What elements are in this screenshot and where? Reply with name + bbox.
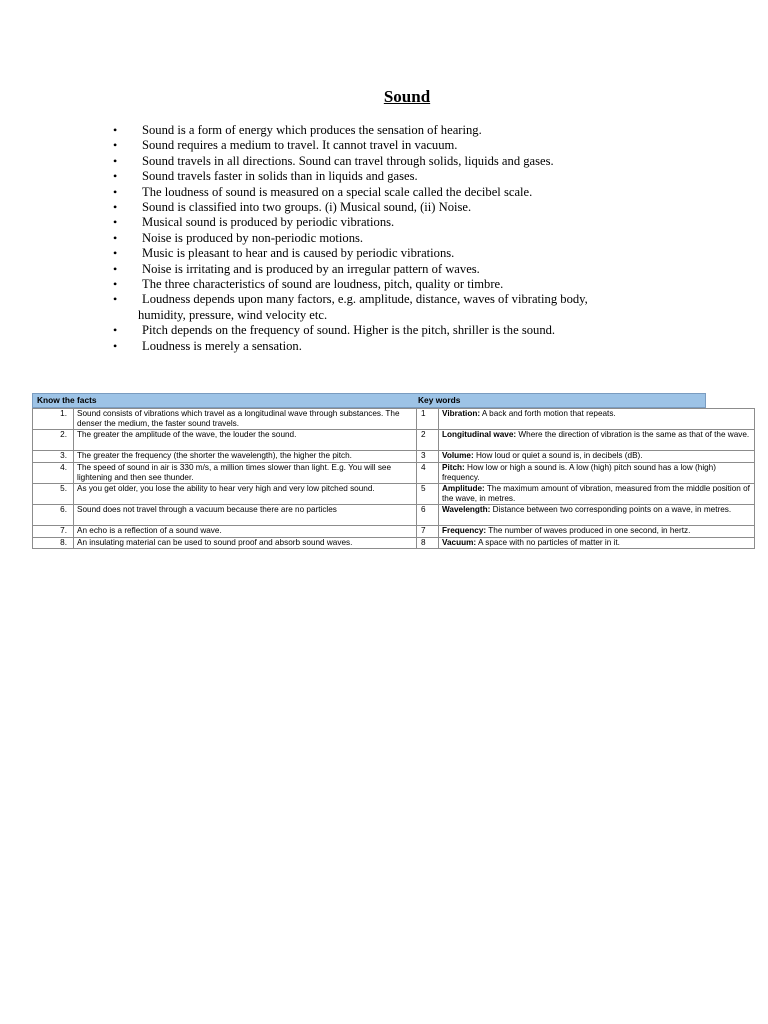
table-row [33,526,755,537]
list-item [112,262,672,277]
bullet-icon: • [113,292,118,307]
list-item-text: Sound requires a medium to travel. It cannot travel in vacuum. [142,138,458,153]
bullet-icon: • [113,261,118,276]
page-title: Sound [383,87,431,106]
list-item [112,323,672,338]
list-item-text: Music is pleasant to hear and is caused by periodic vibrations. [142,246,455,261]
fact-number: 6. [33,505,74,526]
list-item [112,277,672,292]
keyword-cell [439,430,755,451]
bullet-icon: • [113,138,118,153]
list-item-text: Sound travels in all directions. Sound can travel through solids, liquids and gases. [142,153,554,168]
sound-facts-list [112,123,672,354]
bullet-icon: • [113,323,118,338]
keyword-cell [439,505,755,526]
list-item-text: Pitch depends on the frequency of sound. Higher is the pitch, shriller is the sound. [142,323,556,338]
list-item [112,292,672,323]
list-item [112,246,672,261]
keyword-definition: Where the direction of vibration is the same as that of the wave. [516,430,750,440]
header-know-the-facts: Know the facts [37,395,97,405]
bullet-icon: • [113,277,118,292]
keyword-term: Amplitude: [442,484,485,494]
fact-text: As you get older, you lose the ability to hear very high and very low pitched sound. [74,484,417,505]
keyword-cell [439,537,755,548]
keyword-cell [439,484,755,505]
fact-text: The greater the amplitude of the wave, the louder the sound. [74,430,417,451]
table-row [33,537,755,548]
list-item [112,339,672,354]
table-row [33,430,755,451]
list-item-text: Noise is irritating and is produced by an irregular pattern of waves. [142,261,480,276]
fact-number: 3. [33,451,74,462]
keyword-term: Longitudinal wave: [442,430,517,440]
fact-text: The speed of sound in air is 330 m/s, a million times slower than light. E.g. You will see lightening and then see thunder. [74,462,417,483]
fact-number: 2. [33,430,74,451]
table-body [32,408,755,549]
bullet-icon: • [113,246,118,261]
bullet-icon: • [113,169,118,184]
keyword-term: Frequency: [442,526,487,536]
fact-number: 7. [33,526,74,537]
bullet-icon: • [113,230,118,245]
keyword-cell [439,409,755,430]
keyword-number: 2 [417,430,439,451]
table-row [33,484,755,505]
bullet-icon: • [113,153,118,168]
list-item [112,138,672,153]
keyword-cell [439,526,755,537]
fact-text: Sound consists of vibrations which travel as a longitudinal wave through substances. The denser the medium, the faster sound travels. [74,409,417,430]
keyword-term: Volume: [442,451,474,461]
bullet-icon: • [113,338,118,353]
table-header [32,393,706,408]
list-item [112,169,672,184]
keyword-cell [439,451,755,462]
bullet-icon: • [113,184,118,199]
facts-keywords-table [32,393,755,549]
keyword-number: 5 [417,484,439,505]
keyword-definition: A space with no particles of matter in it. [476,537,620,547]
list-item-text: Sound is classified into two groups. (i) Musical sound, (ii) Noise. [142,200,472,215]
keyword-number: 1 [417,409,439,430]
keyword-term: Vibration: [442,409,481,418]
keyword-number: 8 [417,537,439,548]
keyword-number: 6 [417,505,439,526]
table-row [33,462,755,483]
fact-number: 5. [33,484,74,505]
fact-text: An echo is a reflection of a sound wave. [74,526,417,537]
list-item-text: Sound travels faster in solids than in liquids and gases. [142,169,418,184]
keyword-number: 3 [417,451,439,462]
keyword-definition: A back and forth motion that repeats. [480,409,616,418]
list-item [112,185,672,200]
bullet-icon: • [113,215,118,230]
fact-number: 8. [33,537,74,548]
list-item-text: Musical sound is produced by periodic vibrations. [142,215,395,230]
list-item [112,231,672,246]
list-item-text: The loudness of sound is measured on a special scale called the decibel scale. [142,184,533,199]
table-row [33,451,755,462]
list-item [112,123,672,138]
bullet-icon: • [113,123,118,137]
fact-text: An insulating material can be used to sound proof and absorb sound waves. [74,537,417,548]
fact-text: The greater the frequency (the shorter the wavelength), the higher the pitch. [74,451,417,462]
header-key-words: Key words [418,395,461,405]
list-item [112,215,672,230]
keyword-cell [439,462,755,483]
list-item-continuation: humidity, pressure, wind velocity etc. [138,307,328,322]
bullet-icon: • [113,200,118,215]
keyword-number: 4 [417,462,439,483]
keyword-term: Vacuum: [442,537,477,547]
table-row [33,505,755,526]
keyword-definition: The maximum amount of vibration, measured from the middle position of the wave, in metres. [442,484,750,504]
fact-number: 1. [33,409,74,430]
list-item [112,154,672,169]
list-item-text: The three characteristics of sound are loudness, pitch, quality or timbre. [142,277,504,292]
list-item [112,200,672,215]
list-item-text: Loudness is merely a sensation. [142,338,302,353]
keyword-number: 7 [417,526,439,537]
fact-number: 4. [33,462,74,483]
list-item-text: Noise is produced by non-periodic motions. [142,230,364,245]
list-item-text: Loudness depends upon many factors, e.g. amplitude, distance, waves of vibrating body, [142,292,588,307]
keyword-definition: How loud or quiet a sound is, in decibels (dB). [473,451,643,461]
keyword-definition: Distance between two corresponding points on a wave, in metres. [490,505,732,515]
keyword-definition: The number of waves produced in one second, in hertz. [486,526,691,536]
table-row [33,409,755,430]
keyword-term: Wavelength: [442,505,491,515]
keyword-definition: How low or high a sound is. A low (high) pitch sound has a low (high) frequency. [442,462,716,482]
fact-text: Sound does not travel through a vacuum because there are no particles [74,505,417,526]
keyword-term: Pitch: [442,462,465,472]
list-item-text: Sound is a form of energy which produces the sensation of hearing. [142,123,482,137]
